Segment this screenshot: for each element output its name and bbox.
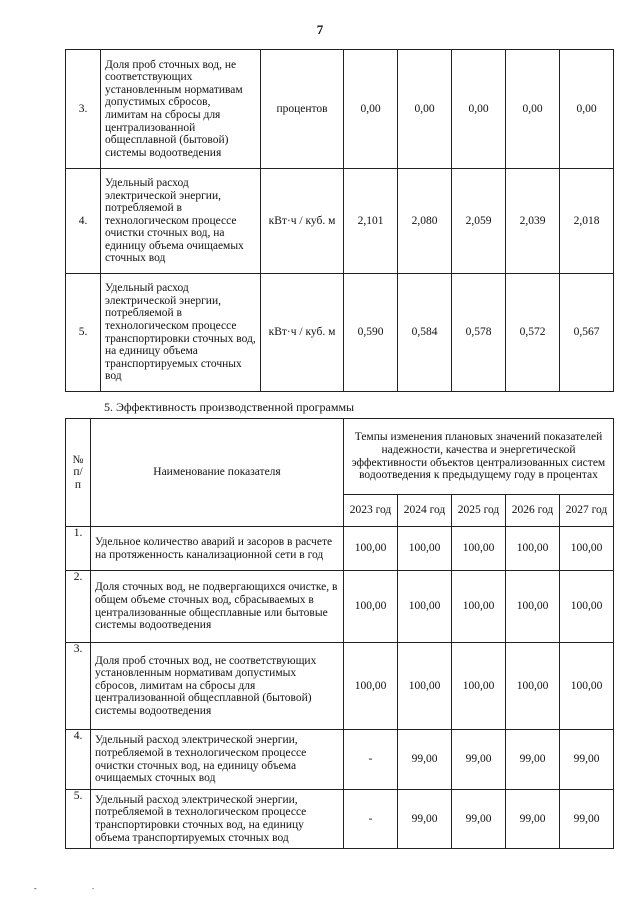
table-row [66, 50, 614, 169]
row-number: 2. [66, 571, 91, 643]
header-year: 2027 год [560, 495, 614, 527]
value-cell: 2,101 [344, 169, 398, 274]
value-cell: 99,00 [452, 790, 506, 849]
value-cell: 100,00 [398, 643, 452, 730]
section-title: 5. Эффективность производственной программы [104, 400, 355, 414]
row-number: 5. [66, 274, 101, 392]
value-cell: 99,00 [452, 730, 506, 790]
value-cell: 100,00 [452, 527, 506, 571]
value-cell: 99,00 [560, 790, 614, 849]
indicator-name: Доля проб сточных вод, не соответствующих установленным нормативам допустимых сбросов, лимитам на сбросы для централизованной общесплавной (бытовой) системы водоотведения [91, 643, 344, 730]
value-cell: - [344, 730, 398, 790]
indicator-name: Удельное количество аварий и засоров в расчете на протяженность канализационной сети в год [91, 527, 344, 571]
value-cell: 0,00 [344, 50, 398, 169]
value-cell: 0,584 [398, 274, 452, 392]
value-cell: 100,00 [452, 643, 506, 730]
row-number: 1. [66, 527, 91, 571]
value-cell: 100,00 [452, 571, 506, 643]
value-cell: 0,00 [506, 50, 560, 169]
value-cell: 100,00 [506, 643, 560, 730]
value-cell: 99,00 [506, 730, 560, 790]
value-cell: 99,00 [506, 790, 560, 849]
value-cell: 100,00 [344, 527, 398, 571]
value-cell: 100,00 [506, 571, 560, 643]
value-cell: 100,00 [344, 643, 398, 730]
value-cell: 100,00 [344, 571, 398, 643]
row-number: 3. [66, 50, 101, 169]
header-year: 2024 год [398, 495, 452, 527]
value-cell: 100,00 [560, 643, 614, 730]
header-indicator-name: Наименование показателя [91, 419, 344, 527]
table-row [66, 571, 614, 643]
value-cell: 0,567 [560, 274, 614, 392]
value-cell: 100,00 [398, 527, 452, 571]
header-year: 2025 год [452, 495, 506, 527]
value-cell: 99,00 [560, 730, 614, 790]
table-row [66, 274, 614, 392]
table-row [66, 527, 614, 571]
value-cell: 2,080 [398, 169, 452, 274]
table-row [66, 169, 614, 274]
value-cell: 0,590 [344, 274, 398, 392]
value-cell: 0,572 [506, 274, 560, 392]
header-group: Темпы изменения плановых значений показателей надежности, качества и энергетической эффективности объектов централизованных систем водоотведения к предыдущему году в процентах [344, 419, 614, 495]
unit-cell: кВт·ч / куб. м [261, 274, 344, 392]
header-year: 2023 год [344, 495, 398, 527]
row-number: 3. [66, 643, 91, 730]
value-cell: 2,018 [560, 169, 614, 274]
indicators-table-continued [65, 49, 614, 392]
value-cell: 100,00 [560, 527, 614, 571]
table-header-row [66, 419, 614, 495]
indicator-name: Удельный расход электрической энергии, потребляемой в технологическом процессе очистки сточных вод, на единицу объема очищаемых сточных вод [91, 730, 344, 790]
value-cell: 100,00 [398, 571, 452, 643]
scan-mark: - [34, 884, 37, 893]
value-cell: 100,00 [506, 527, 560, 571]
header-number: № п/ п [66, 419, 91, 527]
scan-mark: . [92, 882, 94, 891]
page-number: 7 [316, 22, 324, 37]
value-cell: 0,00 [560, 50, 614, 169]
table-row [66, 790, 614, 849]
value-cell: 100,00 [560, 571, 614, 643]
value-cell: 0,00 [398, 50, 452, 169]
table-row [66, 643, 614, 730]
value-cell: 0,578 [452, 274, 506, 392]
value-cell: - [344, 790, 398, 849]
unit-cell: процентов [261, 50, 344, 169]
header-year: 2026 год [506, 495, 560, 527]
indicator-name: Доля проб сточных вод, не соответствующих установленным нормативам допустимых сбросов, лимитам на сбросы для централизованной общесплавной (бытовой) системы водоотведения [101, 50, 261, 169]
indicator-name: Удельный расход электрической энергии, потребляемой в технологическом процессе транспортировки сточных вод, на единицу объема транспортируемых сточных вод [91, 790, 344, 849]
row-number: 5. [66, 790, 91, 849]
efficiency-table [65, 418, 614, 849]
indicator-name: Удельный расход электрической энергии, потребляемой в технологическом процессе транспортировки сточных вод, на единицу объема транспортируемых сточных вод [101, 274, 261, 392]
indicator-name: Доля сточных вод, не подвергающихся очистке, в общем объеме сточных вод, сбрасываемых в централизованные общесплавные или бытовые системы водоотведения [91, 571, 344, 643]
value-cell: 2,039 [506, 169, 560, 274]
value-cell: 2,059 [452, 169, 506, 274]
table-row [66, 730, 614, 790]
value-cell: 0,00 [452, 50, 506, 169]
row-number: 4. [66, 730, 91, 790]
row-number: 4. [66, 169, 101, 274]
value-cell: 99,00 [398, 790, 452, 849]
indicator-name: Удельный расход электрической энергии, потребляемой в технологическом процессе очистки сточных вод, на единицу объема очищаемых сточных вод [101, 169, 261, 274]
value-cell: 99,00 [398, 730, 452, 790]
unit-cell: кВт·ч / куб. м [261, 169, 344, 274]
